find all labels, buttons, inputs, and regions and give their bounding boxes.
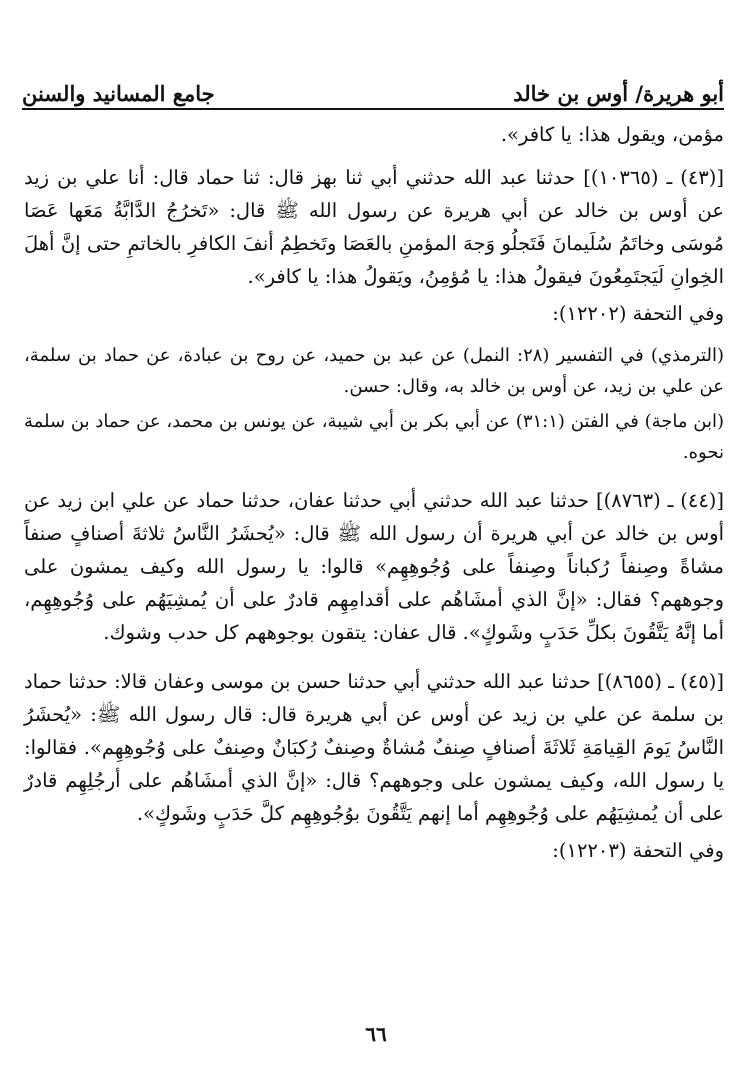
page-number: ٦٦ — [365, 1022, 387, 1046]
tuhfa-reference-1: وفي التحفة (١٢٢٠٢): — [552, 302, 724, 325]
ibn-majah-reference: (ابن ماجة) في الفتن (٣١:١) عن أبي بكر بن أبي شيبة، عن يونس بن محمد، عن حماد بن سلمة نحوه. — [24, 411, 724, 463]
paragraph-continuation: مؤمن، ويقول هذا: يا كافر». — [500, 123, 724, 146]
hadith-44: [(٤٤) ـ (٨٧٦٣)] حدثنا عبد الله حدثني أبي حدثنا عفان، حدثنا حماد عن علي ابن زيد عن أوس بن خالد عن أبي هريرة أن رسول الله ﷺ قال: «يُحشَرُ النَّاسُ ثلاثةَ أصنافٍ صنفاً مشاةً وصِنفاً رُكباناً وصِنفاً على وُجُوهِهِم» قالوا: يا رسول الله وكيف يمشون على وجوههم؟ فقال: «إنَّ الذي أمشَاهُم على أقدامِهِم قادرٌ على أن يُمشِيَهُم على وُجُوهِهِم، أما إنَّهُ يَتَّقُونَ بكلِّ حَدَبٍ وشَوكٍ». قال عفان: يتقون بوجوههم كل حدب وشوك. — [24, 489, 725, 644]
header-book-title: جامع المسانيد والسنن — [22, 81, 215, 106]
running-header — [22, 72, 724, 110]
hadith-45: [(٤٥) ـ (٨٦٥٥)] حدثنا عبد الله حدثني أبي حدثنا حسن بن موسى وعفان قالا: حدثنا حماد بن سلمة عن علي بن زيد عن أوس عن أبي هريرة قال: قال رسول الله ﷺ: «يُحشَرُ النَّاسُ يَومَ القِيامَةِ ثَلاثَةَ أصنافٍ صِنفٌ مُشاةٌ وصِنفٌ رُكبَانٌ وصِنفٌ على وُجُوهِهِم». فقالوا: يا رسول الله، وكيف يمشون على وجوههم؟ قال: «إنَّ الذي أمشَاهُم على أرجُلِهِم قادرٌ على أن يُمشِيَهُم على وُجُوهِهِم أما إنهم يَتَّقُونَ بوُجُوهِهِم كلَّ حَدَبٍ وشَوكٍ». — [24, 670, 724, 825]
tuhfa-reference-2: وفي التحفة (١٢٢٠٣): — [552, 839, 724, 862]
hadith-43: [(٤٣) ـ (١٠٣٦٥)] حدثنا عبد الله حدثني أبي ثنا بهز قال: ثنا حماد قال: أنا علي بن زيد عن أوس بن خالد عن أبي هريرة عن رسول الله ﷺ قال: «تَخرُجُ الدَّابَّةُ مَعَها عَصَا مُوسَى وخاتَمُ سُلَيمانَ فَتَجلُو وَجهَ المؤمنِ بالعَصَا وتَخطِمُ أنفَ الكافرِ بالخاتمِ حتى إنَّ أهلَ الخِوانِ لَيَجتَمِعُونَ فيقولُ هذا: يا مُؤمِنُ، ويَقولُ هذا: يا كافر». — [24, 166, 724, 288]
tirmidhi-reference: (الترمذي) في التفسير (٢٨: النمل) عن عبد بن حميد، عن روح بن عبادة، عن حماد بن سلمة، عن علي بن زيد، عن أوس بن خالد به، وقال: حسن. — [24, 345, 724, 397]
header-section-title: أبو هريرة/ أوس بن خالد — [513, 81, 724, 106]
page-body — [24, 118, 724, 867]
